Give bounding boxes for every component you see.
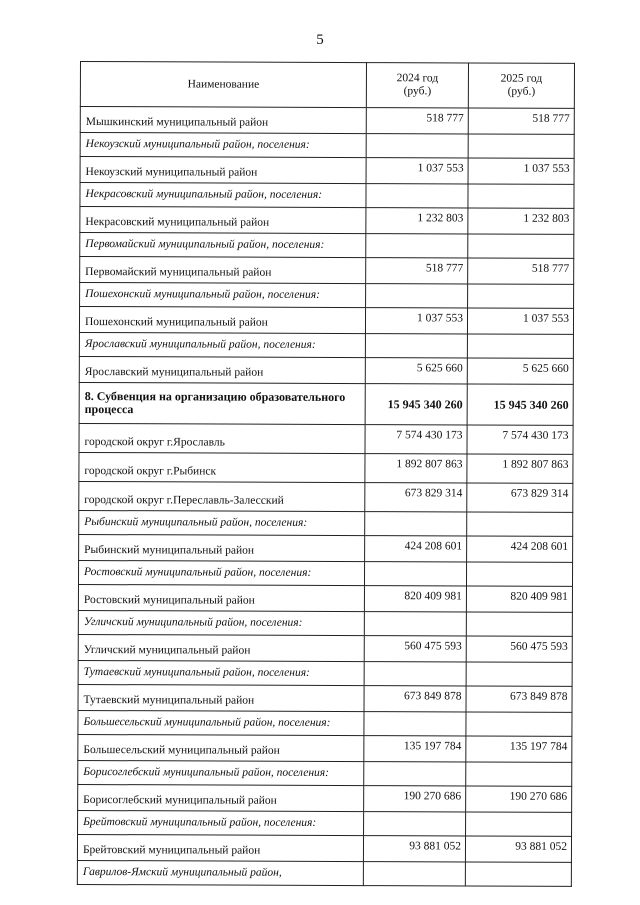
table-body xyxy=(77,107,574,887)
table-row xyxy=(79,481,573,512)
row-name-cell: Первомайский муниципальный район xyxy=(80,257,366,284)
value-2024-cell: 190 270 686 xyxy=(364,786,466,812)
settlement-header-cell: Большесельский муниципальный район, поселения: xyxy=(78,710,364,735)
value-2025-cell: 190 270 686 xyxy=(466,786,572,812)
row-name-cell: городской округ г.Ярославль xyxy=(79,423,365,453)
table-row xyxy=(79,510,573,536)
settlement-header-cell: Рыбинский муниципальный район, поселения: xyxy=(79,510,365,535)
table-row xyxy=(79,534,573,562)
table-row xyxy=(78,684,572,712)
value-2024-cell xyxy=(364,662,466,686)
table-row xyxy=(78,634,572,662)
value-2025-cell xyxy=(468,234,574,258)
value-2025-cell: 15 945 340 260 xyxy=(467,384,573,425)
table-row xyxy=(79,452,573,483)
value-2024-cell: 1 037 553 xyxy=(366,158,468,184)
value-2024-cell xyxy=(365,512,467,536)
table-row xyxy=(78,734,572,762)
value-2025-cell xyxy=(465,862,571,886)
column-header-2024: 2024 год (руб.) xyxy=(366,63,468,108)
value-2024-cell: 1 892 807 863 xyxy=(365,454,467,483)
table-row xyxy=(80,283,574,309)
table-row xyxy=(77,834,571,862)
value-2024-cell: 673 829 314 xyxy=(365,483,467,512)
value-2024-cell: 93 881 052 xyxy=(363,836,465,862)
value-2025-cell xyxy=(468,184,574,208)
value-2025-cell xyxy=(467,512,573,536)
settlement-header-cell: Тутаевский муниципальный район, поселения: xyxy=(78,660,364,685)
row-name-cell: Некрасовский муниципальный район xyxy=(80,207,366,234)
value-2025-cell xyxy=(466,812,572,836)
table-row xyxy=(78,610,572,636)
row-name-cell: Рыбинский муниципальный район xyxy=(79,534,365,561)
table-row xyxy=(77,860,571,886)
value-2025-cell: 1 037 553 xyxy=(468,158,574,184)
table-row xyxy=(80,233,574,259)
value-2025-cell: 93 881 052 xyxy=(465,836,571,862)
table-row xyxy=(78,810,572,836)
value-2024-cell: 135 197 784 xyxy=(364,736,466,762)
value-2025-cell: 7 574 430 173 xyxy=(467,425,573,454)
table-row xyxy=(80,257,574,285)
row-name-cell: Борисоглебский муниципальный район xyxy=(78,784,364,811)
table-row xyxy=(78,784,572,812)
value-2024-cell xyxy=(366,134,468,158)
value-2024-cell xyxy=(364,762,466,786)
page-number: 5 xyxy=(316,32,324,48)
table-row xyxy=(79,307,573,335)
table-row xyxy=(78,584,572,612)
table-row xyxy=(78,560,572,586)
value-2024-cell: 820 409 981 xyxy=(364,586,466,612)
settlement-header-cell: Гаврилов-Ямский муниципальный район, xyxy=(77,860,363,885)
table-row xyxy=(79,356,573,384)
settlement-header-cell: Брейтовский муниципальный район, поселения: xyxy=(78,810,364,835)
row-name-cell: Угличский муниципальный район xyxy=(78,634,364,661)
value-2025-cell xyxy=(466,762,572,786)
table-row xyxy=(80,207,574,235)
row-name-cell: Ростовский муниципальный район xyxy=(78,584,364,611)
value-2024-cell: 673 849 878 xyxy=(364,686,466,712)
settlement-header-cell: Угличский муниципальный район, поселения: xyxy=(78,610,364,635)
value-2024-cell xyxy=(363,862,465,886)
row-name-cell: Брейтовский муниципальный район xyxy=(77,834,363,861)
table-row xyxy=(79,332,573,358)
value-2024-cell xyxy=(364,562,466,586)
table-row xyxy=(78,760,572,786)
value-2024-cell xyxy=(365,334,467,358)
row-name-cell: Мышкинский муниципальный район xyxy=(80,107,366,134)
value-2024-cell: 1 037 553 xyxy=(365,308,467,334)
settlement-header-cell: Первомайский муниципальный район, поселения: xyxy=(80,233,366,258)
value-2025-cell xyxy=(466,712,572,736)
settlement-header-cell: Ростовский муниципальный район, поселения: xyxy=(78,560,364,585)
value-2024-cell: 424 208 601 xyxy=(365,536,467,562)
value-2025-cell: 1 892 807 863 xyxy=(467,454,573,483)
table-row xyxy=(80,183,574,209)
column-header-2025: 2025 год (руб.) xyxy=(468,63,574,108)
table-row xyxy=(79,382,573,425)
row-name-cell: Большесельский муниципальный район xyxy=(78,734,364,761)
table-row xyxy=(80,133,574,159)
row-name-cell: Тутаевский муниципальный район xyxy=(78,684,364,711)
table-row xyxy=(78,660,572,686)
value-2025-cell: 1 232 803 xyxy=(468,208,574,234)
row-name-cell: Некоузский муниципальный район xyxy=(80,157,366,184)
row-name-cell: Ярославский муниципальный район xyxy=(79,356,365,383)
value-2025-cell: 560 475 593 xyxy=(466,636,572,662)
value-2025-cell xyxy=(466,562,572,586)
table-header-row xyxy=(80,62,574,109)
settlement-header-cell: Борисоглебский муниципальный район, поселения: xyxy=(78,760,364,785)
value-2024-cell: 560 475 593 xyxy=(364,636,466,662)
value-2025-cell: 518 777 xyxy=(468,108,574,134)
budget-table xyxy=(77,61,575,887)
value-2024-cell: 1 232 803 xyxy=(366,208,468,234)
table-row xyxy=(79,423,573,454)
value-2024-cell xyxy=(366,184,468,208)
value-2025-cell: 1 037 553 xyxy=(467,308,573,334)
row-name-cell: 8. Субвенция на организацию образовательного процесса xyxy=(79,382,365,424)
value-2025-cell: 673 829 314 xyxy=(467,483,573,512)
table-row xyxy=(78,710,572,736)
row-name-cell: Пошехонский муниципальный район xyxy=(79,307,365,334)
row-name-cell: городской округ г.Рыбинск xyxy=(79,452,365,482)
value-2025-cell: 135 197 784 xyxy=(466,736,572,762)
settlement-header-cell: Пошехонский муниципальный район, поселения: xyxy=(80,283,366,308)
value-2025-cell xyxy=(467,334,573,358)
value-2025-cell: 518 777 xyxy=(468,258,574,284)
settlement-header-cell: Некрасовский муниципальный район, поселения: xyxy=(80,183,366,208)
value-2024-cell: 5 625 660 xyxy=(365,358,467,384)
value-2025-cell xyxy=(468,134,574,158)
value-2024-cell: 7 574 430 173 xyxy=(365,425,467,454)
value-2025-cell: 820 409 981 xyxy=(466,586,572,612)
value-2024-cell xyxy=(364,812,466,836)
value-2024-cell: 518 777 xyxy=(366,108,468,134)
table-row xyxy=(80,107,574,135)
value-2025-cell xyxy=(468,284,574,308)
value-2024-cell xyxy=(364,712,466,736)
value-2024-cell: 518 777 xyxy=(366,258,468,284)
settlement-header-cell: Некоузский муниципальный район, поселения: xyxy=(80,133,366,158)
column-header-name: Наименование xyxy=(80,62,366,108)
value-2024-cell xyxy=(364,612,466,636)
value-2024-cell xyxy=(366,234,468,258)
value-2025-cell xyxy=(466,662,572,686)
value-2024-cell: 15 945 340 260 xyxy=(365,384,467,425)
row-name-cell: городской округ г.Переславль-Залесский xyxy=(79,481,365,511)
value-2025-cell xyxy=(466,612,572,636)
value-2025-cell: 424 208 601 xyxy=(467,536,573,562)
value-2025-cell: 5 625 660 xyxy=(467,358,573,384)
settlement-header-cell: Ярославский муниципальный район, поселения: xyxy=(79,332,365,357)
table-row xyxy=(80,157,574,185)
value-2024-cell xyxy=(366,284,468,308)
value-2025-cell: 673 849 878 xyxy=(466,686,572,712)
